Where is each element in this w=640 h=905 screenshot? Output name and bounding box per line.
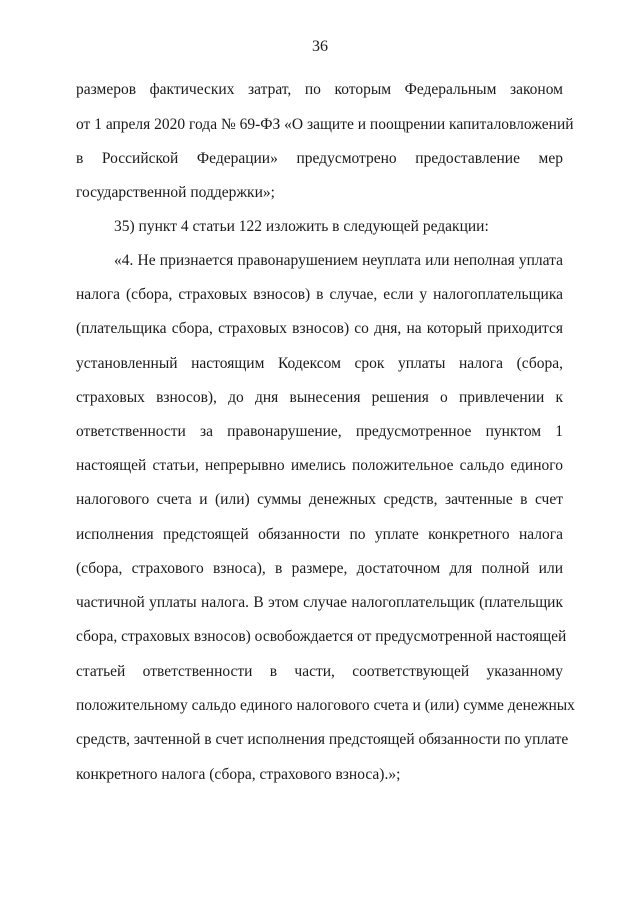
text-line: средств, зачтенной в счет исполнения предстоящей обязанности по уплате bbox=[76, 731, 569, 748]
text-line: настоящей статьи, непрерывно имелись положительное сальдо единого bbox=[76, 457, 563, 474]
paragraph-start-line: «4. Не признается правонарушением неуплата или неполная уплата bbox=[114, 252, 563, 269]
text-line: исполнения предстоящей обязанности по уплате конкретного налога bbox=[76, 526, 563, 543]
text-line: страховых взносов), до дня вынесения решения о привлечении к bbox=[76, 389, 563, 406]
text-line: частичной уплаты налога. В этом случае налогоплательщик (плательщик bbox=[76, 594, 563, 611]
text-line: положительному сальдо единого налогового счета и (или) сумме денежных bbox=[76, 697, 575, 714]
paragraph-start-line: 35) пункт 4 статьи 122 изложить в следующей редакции: bbox=[114, 218, 489, 235]
text-line: от 1 апреля 2020 года № 69-ФЗ «О защите и поощрении капиталовложений bbox=[76, 116, 574, 133]
text-line: в Российской Федерации» предусмотрено предоставление мер bbox=[76, 150, 563, 167]
text-line: (сбора, страхового взноса), в размере, достаточном для полной или bbox=[76, 560, 563, 577]
text-line: государственной поддержки»; bbox=[76, 184, 275, 201]
text-line: ответственности за правонарушение, предусмотренное пунктом 1 bbox=[76, 423, 563, 440]
text-line: налога (сбора, страховых взносов) в случае, если у налогоплательщика bbox=[76, 286, 563, 303]
text-line: установленный настоящим Кодексом срок уплаты налога (сбора, bbox=[76, 355, 563, 372]
text-line: налогового счета и (или) суммы денежных средств, зачтенные в счет bbox=[76, 491, 563, 508]
text-line: (плательщика сбора, страховых взносов) со дня, на который приходится bbox=[76, 320, 563, 337]
page-number: 36 bbox=[312, 38, 328, 55]
text-line: статьей ответственности в части, соответствующей указанному bbox=[76, 663, 563, 680]
text-line: сбора, страховых взносов) освобождается от предусмотренной настоящей bbox=[76, 628, 567, 645]
text-line: конкретного налога (сбора, страхового взноса).»; bbox=[76, 766, 401, 783]
text-line: размеров фактических затрат, по которым Федеральным законом bbox=[76, 81, 563, 98]
